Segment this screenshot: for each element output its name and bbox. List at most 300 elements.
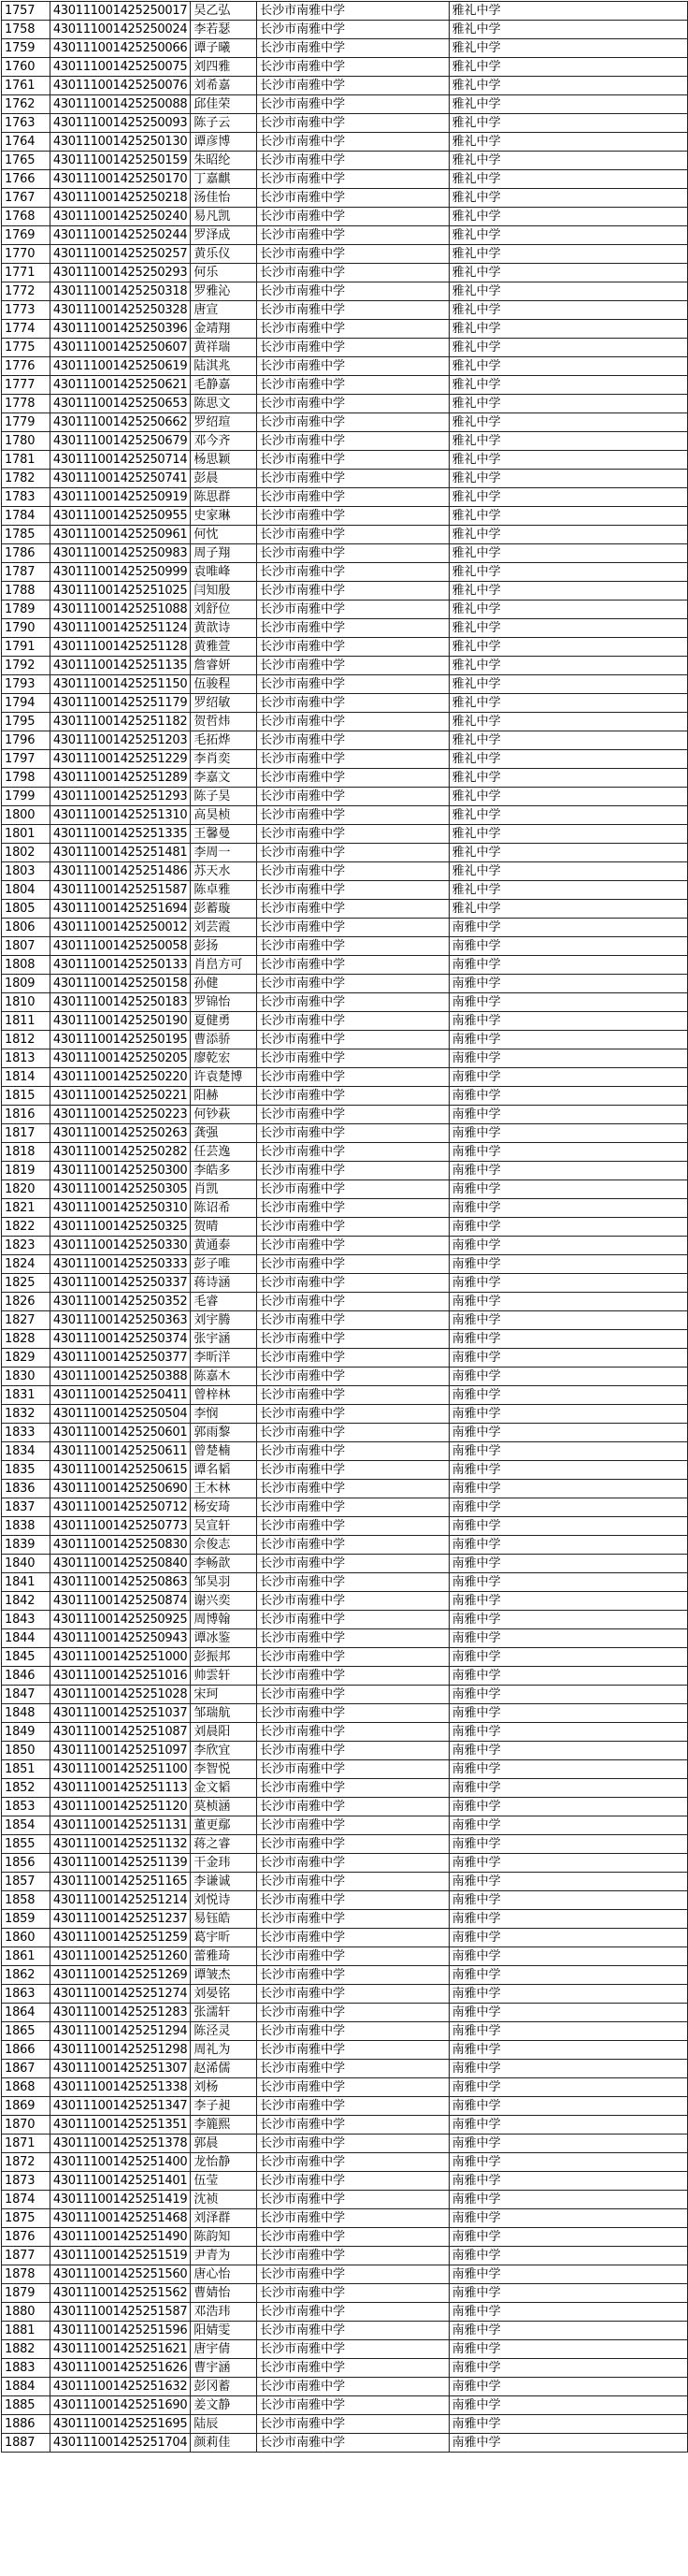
exam-school-cell: 长沙市南雅中学 bbox=[257, 601, 450, 619]
candidate-id-cell: 430111001425250075 bbox=[50, 58, 190, 77]
table-row bbox=[2, 788, 688, 806]
candidate-id-cell: 430111001425251704 bbox=[50, 2434, 190, 2453]
admitted-school-cell: 雅礼中学 bbox=[449, 881, 687, 900]
exam-school-cell: 长沙市南雅中学 bbox=[257, 1929, 450, 1947]
exam-school-cell: 长沙市南雅中学 bbox=[257, 1143, 450, 1162]
admitted-school-cell: 南雅中学 bbox=[449, 1854, 687, 1873]
candidate-id-cell: 430111001425250205 bbox=[50, 1049, 190, 1068]
student-name-cell: 曾梓林 bbox=[191, 1386, 257, 1405]
seq-cell: 1758 bbox=[2, 21, 50, 39]
admitted-school-cell: 南雅中学 bbox=[449, 2191, 687, 2209]
table-row bbox=[2, 1611, 688, 1629]
exam-school-cell: 长沙市南雅中学 bbox=[257, 788, 450, 806]
table-row bbox=[2, 1498, 688, 1517]
seq-cell: 1813 bbox=[2, 1049, 50, 1068]
admitted-school-cell: 南雅中学 bbox=[449, 1798, 687, 1816]
seq-cell: 1779 bbox=[2, 413, 50, 432]
exam-school-cell: 长沙市南雅中学 bbox=[257, 1461, 450, 1480]
table-row bbox=[2, 1049, 688, 1068]
candidate-id-cell: 430111001425250305 bbox=[50, 1180, 190, 1199]
exam-school-cell: 长沙市南雅中学 bbox=[257, 189, 450, 208]
table-row bbox=[2, 694, 688, 713]
table-row bbox=[2, 1274, 688, 1293]
exam-school-cell: 长沙市南雅中学 bbox=[257, 1592, 450, 1611]
candidate-id-cell: 430111001425250396 bbox=[50, 320, 190, 339]
table-row bbox=[2, 2135, 688, 2153]
admitted-school-cell: 南雅中学 bbox=[449, 2209, 687, 2228]
exam-school-cell: 长沙市南雅中学 bbox=[257, 1536, 450, 1555]
admitted-school-cell: 南雅中学 bbox=[449, 2041, 687, 2060]
candidate-id-cell: 430111001425250263 bbox=[50, 1124, 190, 1143]
seq-cell: 1787 bbox=[2, 563, 50, 582]
admitted-school-cell: 南雅中学 bbox=[449, 1611, 687, 1629]
exam-school-cell: 长沙市南雅中学 bbox=[257, 638, 450, 657]
admitted-school-cell: 雅礼中学 bbox=[449, 189, 687, 208]
exam-school-cell: 长沙市南雅中学 bbox=[257, 1218, 450, 1237]
exam-school-cell: 长沙市南雅中学 bbox=[257, 1816, 450, 1835]
seq-cell: 1882 bbox=[2, 2340, 50, 2359]
table-row bbox=[2, 1891, 688, 1910]
seq-cell: 1825 bbox=[2, 1274, 50, 1293]
table-row bbox=[2, 507, 688, 526]
student-name-cell: 张宇涵 bbox=[191, 1330, 257, 1349]
table-row bbox=[2, 1760, 688, 1779]
candidate-id-cell: 430111001425251335 bbox=[50, 825, 190, 844]
student-name-cell: 唐心怡 bbox=[191, 2265, 257, 2284]
admitted-school-cell: 雅礼中学 bbox=[449, 39, 687, 58]
candidate-id-cell: 430111001425250712 bbox=[50, 1498, 190, 1517]
admitted-school-cell: 南雅中学 bbox=[449, 1873, 687, 1891]
admitted-school-cell: 南雅中学 bbox=[449, 1704, 687, 1723]
exam-school-cell: 长沙市南雅中学 bbox=[257, 1087, 450, 1106]
table-row bbox=[2, 77, 688, 95]
table-row bbox=[2, 301, 688, 320]
exam-school-cell: 长沙市南雅中学 bbox=[257, 1798, 450, 1816]
student-name-cell: 陈思文 bbox=[191, 395, 257, 413]
candidate-id-cell: 430111001425251298 bbox=[50, 2041, 190, 2060]
student-name-cell: 邹瑞航 bbox=[191, 1704, 257, 1723]
exam-school-cell: 长沙市南雅中学 bbox=[257, 2265, 450, 2284]
table-row bbox=[2, 2078, 688, 2097]
seq-cell: 1785 bbox=[2, 526, 50, 544]
exam-school-cell: 长沙市南雅中学 bbox=[257, 844, 450, 862]
exam-school-cell: 长沙市南雅中学 bbox=[257, 1031, 450, 1049]
seq-cell: 1874 bbox=[2, 2191, 50, 2209]
seq-cell: 1829 bbox=[2, 1349, 50, 1368]
exam-school-cell: 长沙市南雅中学 bbox=[257, 432, 450, 451]
exam-school-cell: 长沙市南雅中学 bbox=[257, 2284, 450, 2303]
exam-school-cell: 长沙市南雅中学 bbox=[257, 507, 450, 526]
candidate-id-cell: 430111001425251283 bbox=[50, 2004, 190, 2022]
student-name-cell: 苏天水 bbox=[191, 862, 257, 881]
admitted-school-cell: 雅礼中学 bbox=[449, 95, 687, 114]
exam-school-cell: 长沙市南雅中学 bbox=[257, 1854, 450, 1873]
table-row bbox=[2, 1966, 688, 1985]
admitted-school-cell: 南雅中学 bbox=[449, 1237, 687, 1255]
table-row bbox=[2, 1386, 688, 1405]
student-name-cell: 陈子昊 bbox=[191, 788, 257, 806]
candidate-id-cell: 430111001425251028 bbox=[50, 1686, 190, 1704]
exam-school-cell: 长沙市南雅中学 bbox=[257, 713, 450, 731]
candidate-id-cell: 430111001425251596 bbox=[50, 2322, 190, 2340]
admitted-school-cell: 南雅中学 bbox=[449, 2247, 687, 2265]
student-name-cell: 罗绍瑄 bbox=[191, 413, 257, 432]
exam-school-cell: 长沙市南雅中学 bbox=[257, 1498, 450, 1517]
exam-school-cell: 长沙市南雅中学 bbox=[257, 488, 450, 507]
admitted-school-cell: 南雅中学 bbox=[449, 2378, 687, 2396]
exam-school-cell: 长沙市南雅中学 bbox=[257, 1349, 450, 1368]
admitted-school-cell: 雅礼中学 bbox=[449, 526, 687, 544]
student-name-cell: 黄祥瑞 bbox=[191, 339, 257, 357]
table-row bbox=[2, 451, 688, 470]
table-row bbox=[2, 1667, 688, 1686]
exam-school-cell: 长沙市南雅中学 bbox=[257, 2097, 450, 2116]
seq-cell: 1819 bbox=[2, 1162, 50, 1180]
admitted-school-cell: 南雅中学 bbox=[449, 1555, 687, 1573]
seq-cell: 1856 bbox=[2, 1854, 50, 1873]
table-row bbox=[2, 1573, 688, 1592]
admitted-school-cell: 南雅中学 bbox=[449, 1779, 687, 1798]
table-row bbox=[2, 1686, 688, 1704]
exam-school-cell: 长沙市南雅中学 bbox=[257, 2209, 450, 2228]
exam-school-cell: 长沙市南雅中学 bbox=[257, 226, 450, 245]
student-name-cell: 廖乾宏 bbox=[191, 1049, 257, 1068]
admitted-school-cell: 雅礼中学 bbox=[449, 731, 687, 750]
seq-cell: 1870 bbox=[2, 2116, 50, 2135]
candidate-id-cell: 430111001425250374 bbox=[50, 1330, 190, 1349]
student-name-cell: 邹昊羽 bbox=[191, 1573, 257, 1592]
student-name-cell: 伍骏程 bbox=[191, 675, 257, 694]
student-name-cell: 董更鄢 bbox=[191, 1816, 257, 1835]
student-name-cell: 李若瑟 bbox=[191, 21, 257, 39]
seq-cell: 1781 bbox=[2, 451, 50, 470]
candidate-id-cell: 430111001425251519 bbox=[50, 2247, 190, 2265]
seq-cell: 1841 bbox=[2, 1573, 50, 1592]
student-name-cell: 唐宇倩 bbox=[191, 2340, 257, 2359]
seq-cell: 1818 bbox=[2, 1143, 50, 1162]
seq-cell: 1887 bbox=[2, 2434, 50, 2453]
candidate-id-cell: 430111001425251259 bbox=[50, 1929, 190, 1947]
seq-cell: 1811 bbox=[2, 1012, 50, 1031]
student-name-cell: 李嘉文 bbox=[191, 769, 257, 788]
table-row bbox=[2, 1629, 688, 1648]
student-name-cell: 郭雨黎 bbox=[191, 1424, 257, 1442]
table-row bbox=[2, 1854, 688, 1873]
seq-cell: 1879 bbox=[2, 2284, 50, 2303]
exam-school-cell: 长沙市南雅中学 bbox=[257, 1648, 450, 1667]
student-name-cell: 张濡轩 bbox=[191, 2004, 257, 2022]
admitted-school-cell: 雅礼中学 bbox=[449, 601, 687, 619]
admitted-school-cell: 雅礼中学 bbox=[449, 619, 687, 638]
candidate-id-cell: 430111001425251113 bbox=[50, 1779, 190, 1798]
admitted-school-cell: 南雅中学 bbox=[449, 2434, 687, 2453]
seq-cell: 1816 bbox=[2, 1106, 50, 1124]
candidate-id-cell: 430111001425251274 bbox=[50, 1985, 190, 2004]
exam-school-cell: 长沙市南雅中学 bbox=[257, 2116, 450, 2135]
candidate-id-cell: 430111001425250925 bbox=[50, 1611, 190, 1629]
exam-school-cell: 长沙市南雅中学 bbox=[257, 245, 450, 264]
candidate-id-cell: 430111001425250183 bbox=[50, 993, 190, 1012]
table-row bbox=[2, 245, 688, 264]
admitted-school-cell: 雅礼中学 bbox=[449, 264, 687, 282]
table-row bbox=[2, 1592, 688, 1611]
student-name-cell: 肖凯 bbox=[191, 1180, 257, 1199]
admitted-school-cell: 南雅中学 bbox=[449, 1966, 687, 1985]
exam-school-cell: 长沙市南雅中学 bbox=[257, 1873, 450, 1891]
student-name-cell: 闫知殷 bbox=[191, 582, 257, 601]
candidate-id-cell: 430111001425251351 bbox=[50, 2116, 190, 2135]
admitted-school-cell: 雅礼中学 bbox=[449, 2, 687, 21]
table-row bbox=[2, 919, 688, 937]
table-row bbox=[2, 2340, 688, 2359]
candidate-id-cell: 430111001425250363 bbox=[50, 1311, 190, 1330]
candidate-id-cell: 430111001425251179 bbox=[50, 694, 190, 713]
admitted-school-cell: 雅礼中学 bbox=[449, 339, 687, 357]
admitted-school-cell: 南雅中学 bbox=[449, 1929, 687, 1947]
student-name-cell: 李谦诚 bbox=[191, 1873, 257, 1891]
student-name-cell: 彭振邦 bbox=[191, 1648, 257, 1667]
seq-cell: 1760 bbox=[2, 58, 50, 77]
student-name-cell: 杨思颖 bbox=[191, 451, 257, 470]
student-name-cell: 高昊桢 bbox=[191, 806, 257, 825]
exam-school-cell: 长沙市南雅中学 bbox=[257, 2247, 450, 2265]
seq-cell: 1773 bbox=[2, 301, 50, 320]
seq-cell: 1768 bbox=[2, 208, 50, 226]
seq-cell: 1769 bbox=[2, 226, 50, 245]
exam-school-cell: 长沙市南雅中学 bbox=[257, 1910, 450, 1929]
table-row bbox=[2, 2359, 688, 2378]
admitted-school-cell: 雅礼中学 bbox=[449, 357, 687, 376]
admitted-school-cell: 雅礼中学 bbox=[449, 657, 687, 675]
student-name-cell: 蒋之睿 bbox=[191, 1835, 257, 1854]
student-name-cell: 孙健 bbox=[191, 975, 257, 993]
exam-school-cell: 长沙市南雅中学 bbox=[257, 544, 450, 563]
admitted-school-cell: 雅礼中学 bbox=[449, 788, 687, 806]
student-name-cell: 刘悦诗 bbox=[191, 1891, 257, 1910]
candidate-id-cell: 430111001425251124 bbox=[50, 619, 190, 638]
seq-cell: 1776 bbox=[2, 357, 50, 376]
table-row bbox=[2, 619, 688, 638]
student-name-cell: 王木林 bbox=[191, 1480, 257, 1498]
student-name-cell: 刘舒位 bbox=[191, 601, 257, 619]
table-row bbox=[2, 1330, 688, 1349]
admitted-school-cell: 雅礼中学 bbox=[449, 900, 687, 919]
candidate-id-cell: 430111001425251587 bbox=[50, 881, 190, 900]
admitted-school-cell: 南雅中学 bbox=[449, 1143, 687, 1162]
admitted-school-cell: 南雅中学 bbox=[449, 1311, 687, 1330]
table-row bbox=[2, 956, 688, 975]
student-name-cell: 帅雲轩 bbox=[191, 1667, 257, 1686]
exam-school-cell: 长沙市南雅中学 bbox=[257, 133, 450, 152]
table-row bbox=[2, 1929, 688, 1947]
admitted-school-cell: 雅礼中学 bbox=[449, 544, 687, 563]
seq-cell: 1803 bbox=[2, 862, 50, 881]
exam-school-cell: 长沙市南雅中学 bbox=[257, 881, 450, 900]
candidate-id-cell: 430111001425251562 bbox=[50, 2284, 190, 2303]
admitted-school-cell: 南雅中学 bbox=[449, 1480, 687, 1498]
student-name-cell: 李周一 bbox=[191, 844, 257, 862]
table-row bbox=[2, 226, 688, 245]
exam-school-cell: 长沙市南雅中学 bbox=[257, 1442, 450, 1461]
candidate-id-cell: 430111001425251694 bbox=[50, 900, 190, 919]
seq-cell: 1848 bbox=[2, 1704, 50, 1723]
student-name-cell: 龚强 bbox=[191, 1124, 257, 1143]
table-row bbox=[2, 2396, 688, 2415]
candidate-id-cell: 430111001425251131 bbox=[50, 1816, 190, 1835]
table-row bbox=[2, 769, 688, 788]
table-row bbox=[2, 114, 688, 133]
table-row bbox=[2, 2303, 688, 2322]
candidate-id-cell: 430111001425250337 bbox=[50, 1274, 190, 1293]
exam-school-cell: 长沙市南雅中学 bbox=[257, 2359, 450, 2378]
exam-school-cell: 长沙市南雅中学 bbox=[257, 1629, 450, 1648]
table-row bbox=[2, 881, 688, 900]
student-name-cell: 刘晏铭 bbox=[191, 1985, 257, 2004]
admitted-school-cell: 南雅中学 bbox=[449, 2265, 687, 2284]
seq-cell: 1767 bbox=[2, 189, 50, 208]
candidate-id-cell: 430111001425251097 bbox=[50, 1742, 190, 1760]
student-name-cell: 黄乐仪 bbox=[191, 245, 257, 264]
exam-school-cell: 长沙市南雅中学 bbox=[257, 2022, 450, 2041]
admitted-school-cell: 南雅中学 bbox=[449, 1386, 687, 1405]
exam-school-cell: 长沙市南雅中学 bbox=[257, 451, 450, 470]
student-name-cell: 谭子曦 bbox=[191, 39, 257, 58]
student-name-cell: 李昕洋 bbox=[191, 1349, 257, 1368]
candidate-id-cell: 430111001425251128 bbox=[50, 638, 190, 657]
admitted-school-cell: 雅礼中学 bbox=[449, 825, 687, 844]
student-name-cell: 谭皱杰 bbox=[191, 1966, 257, 1985]
table-row bbox=[2, 1480, 688, 1498]
student-name-cell: 刘宇腾 bbox=[191, 1311, 257, 1330]
student-name-cell: 李子昶 bbox=[191, 2097, 257, 2116]
admitted-school-cell: 雅礼中学 bbox=[449, 582, 687, 601]
student-name-cell: 罗泽成 bbox=[191, 226, 257, 245]
candidate-id-cell: 430111001425250333 bbox=[50, 1255, 190, 1274]
seq-cell: 1814 bbox=[2, 1068, 50, 1087]
candidate-id-cell: 430111001425251626 bbox=[50, 2359, 190, 2378]
candidate-id-cell: 430111001425251016 bbox=[50, 1667, 190, 1686]
exam-school-cell: 长沙市南雅中学 bbox=[257, 2378, 450, 2396]
exam-school-cell: 长沙市南雅中学 bbox=[257, 470, 450, 488]
candidate-id-cell: 430111001425250863 bbox=[50, 1573, 190, 1592]
exam-school-cell: 长沙市南雅中学 bbox=[257, 1106, 450, 1124]
table-row bbox=[2, 2, 688, 21]
seq-cell: 1827 bbox=[2, 1311, 50, 1330]
table-row bbox=[2, 1311, 688, 1330]
candidate-id-cell: 430111001425250088 bbox=[50, 95, 190, 114]
table-row bbox=[2, 900, 688, 919]
candidate-id-cell: 430111001425250221 bbox=[50, 1087, 190, 1106]
seq-cell: 1859 bbox=[2, 1910, 50, 1929]
student-name-cell: 刘四雅 bbox=[191, 58, 257, 77]
admitted-school-cell: 南雅中学 bbox=[449, 1349, 687, 1368]
exam-school-cell: 长沙市南雅中学 bbox=[257, 2172, 450, 2191]
table-row bbox=[2, 1648, 688, 1667]
table-row bbox=[2, 1237, 688, 1255]
student-name-cell: 彭子唯 bbox=[191, 1255, 257, 1274]
table-row bbox=[2, 844, 688, 862]
table-row bbox=[2, 2228, 688, 2247]
exam-school-cell: 长沙市南雅中学 bbox=[257, 2153, 450, 2172]
seq-cell: 1851 bbox=[2, 1760, 50, 1779]
seq-cell: 1873 bbox=[2, 2172, 50, 2191]
exam-school-cell: 长沙市南雅中学 bbox=[257, 1835, 450, 1854]
admitted-school-cell: 南雅中学 bbox=[449, 1536, 687, 1555]
student-name-cell: 李肖奕 bbox=[191, 750, 257, 769]
student-name-cell: 陈泾灵 bbox=[191, 2022, 257, 2041]
seq-cell: 1840 bbox=[2, 1555, 50, 1573]
candidate-id-cell: 430111001425250601 bbox=[50, 1424, 190, 1442]
table-row bbox=[2, 601, 688, 619]
seq-cell: 1772 bbox=[2, 282, 50, 301]
admitted-school-cell: 南雅中学 bbox=[449, 975, 687, 993]
table-row bbox=[2, 1012, 688, 1031]
table-row bbox=[2, 2247, 688, 2265]
table-row bbox=[2, 39, 688, 58]
candidate-id-cell: 430111001425251150 bbox=[50, 675, 190, 694]
student-name-cell: 毛静嘉 bbox=[191, 376, 257, 395]
admitted-school-cell: 雅礼中学 bbox=[449, 170, 687, 189]
admitted-school-cell: 雅礼中学 bbox=[449, 862, 687, 881]
student-name-cell: 邓浩玮 bbox=[191, 2303, 257, 2322]
admitted-school-cell: 南雅中学 bbox=[449, 2004, 687, 2022]
table-row bbox=[2, 470, 688, 488]
seq-cell: 1869 bbox=[2, 2097, 50, 2116]
student-name-cell: 詹睿妍 bbox=[191, 657, 257, 675]
candidate-id-cell: 430111001425250830 bbox=[50, 1536, 190, 1555]
candidate-id-cell: 430111001425250943 bbox=[50, 1629, 190, 1648]
student-name-cell: 何乐 bbox=[191, 264, 257, 282]
exam-school-cell: 长沙市南雅中学 bbox=[257, 357, 450, 376]
candidate-id-cell: 430111001425251289 bbox=[50, 769, 190, 788]
candidate-id-cell: 430111001425250840 bbox=[50, 1555, 190, 1573]
candidate-id-cell: 430111001425250190 bbox=[50, 1012, 190, 1031]
exam-school-cell: 长沙市南雅中学 bbox=[257, 1742, 450, 1760]
admitted-school-cell: 雅礼中学 bbox=[449, 806, 687, 825]
seq-cell: 1784 bbox=[2, 507, 50, 526]
admitted-school-cell: 南雅中学 bbox=[449, 1686, 687, 1704]
seq-cell: 1838 bbox=[2, 1517, 50, 1536]
exam-school-cell: 长沙市南雅中学 bbox=[257, 1573, 450, 1592]
exam-school-cell: 长沙市南雅中学 bbox=[257, 1405, 450, 1424]
exam-school-cell: 长沙市南雅中学 bbox=[257, 919, 450, 937]
seq-cell: 1783 bbox=[2, 488, 50, 507]
seq-cell: 1774 bbox=[2, 320, 50, 339]
candidate-id-cell: 430111001425251293 bbox=[50, 788, 190, 806]
exam-school-cell: 长沙市南雅中学 bbox=[257, 1180, 450, 1199]
table-row bbox=[2, 1947, 688, 1966]
exam-school-cell: 长沙市南雅中学 bbox=[257, 264, 450, 282]
table-row bbox=[2, 357, 688, 376]
exam-school-cell: 长沙市南雅中学 bbox=[257, 2396, 450, 2415]
seq-cell: 1845 bbox=[2, 1648, 50, 1667]
table-row bbox=[2, 1779, 688, 1798]
admitted-school-cell: 南雅中学 bbox=[449, 1106, 687, 1124]
admitted-school-cell: 雅礼中学 bbox=[449, 507, 687, 526]
exam-school-cell: 长沙市南雅中学 bbox=[257, 2228, 450, 2247]
admitted-school-cell: 雅礼中学 bbox=[449, 77, 687, 95]
admitted-school-cell: 雅礼中学 bbox=[449, 282, 687, 301]
seq-cell: 1764 bbox=[2, 133, 50, 152]
candidate-id-cell: 430111001425251237 bbox=[50, 1910, 190, 1929]
candidate-id-cell: 430111001425250220 bbox=[50, 1068, 190, 1087]
student-name-cell: 宋珂 bbox=[191, 1686, 257, 1704]
exam-school-cell: 长沙市南雅中学 bbox=[257, 2041, 450, 2060]
table-row bbox=[2, 1368, 688, 1386]
student-name-cell: 曹婧怡 bbox=[191, 2284, 257, 2303]
exam-school-cell: 长沙市南雅中学 bbox=[257, 1517, 450, 1536]
table-row bbox=[2, 1816, 688, 1835]
